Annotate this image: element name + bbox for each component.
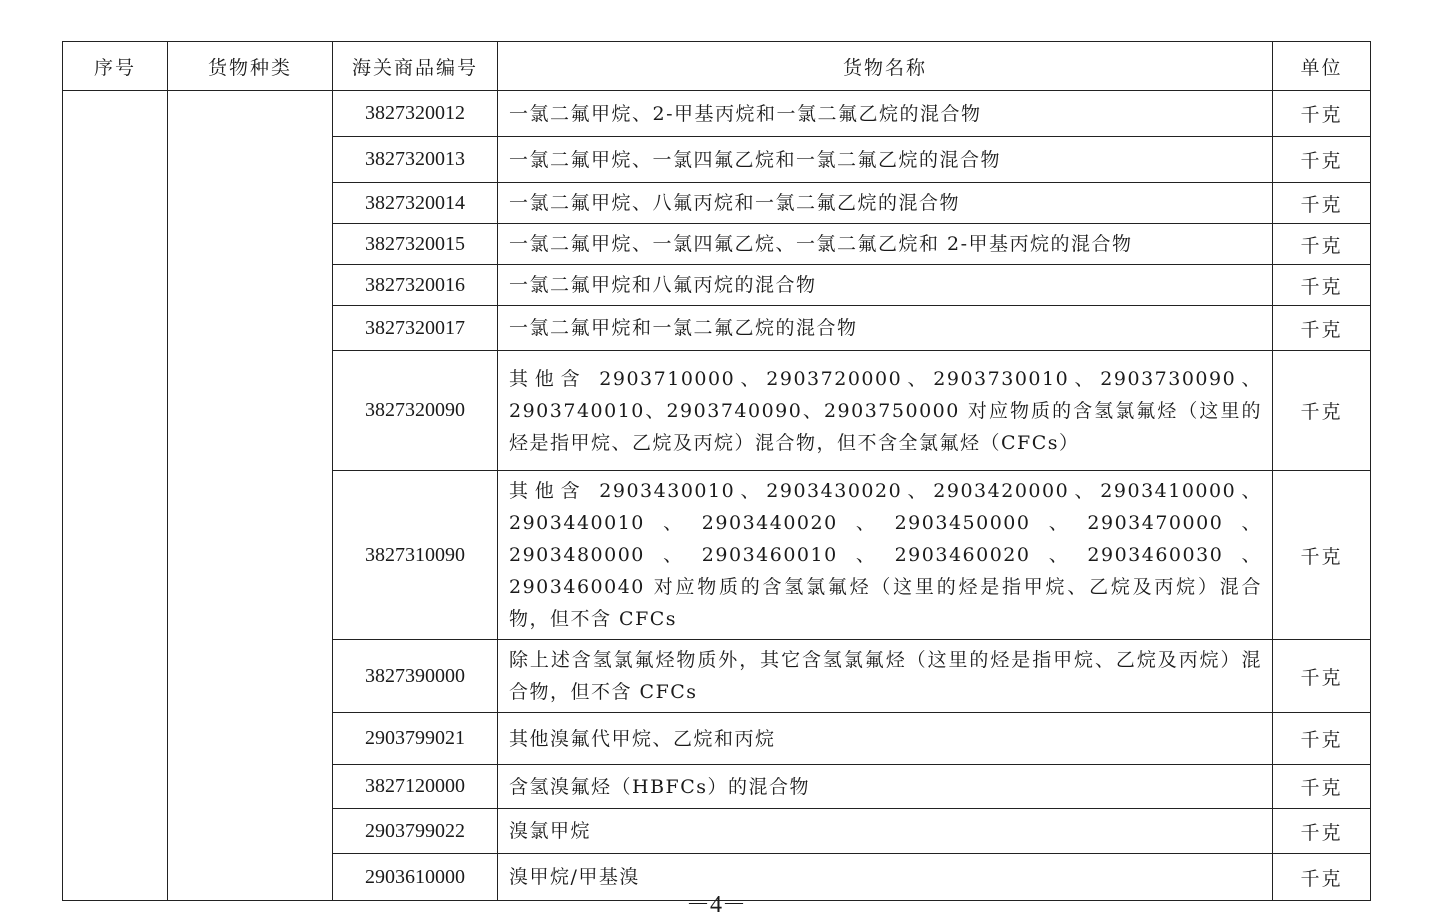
code-cell: 3827390000 — [333, 640, 498, 713]
unit-cell: 千克 — [1273, 137, 1371, 183]
name-cell: 一氯二氟甲烷和一氯二氟乙烷的混合物 — [498, 306, 1273, 351]
header-code: 海关商品编号 — [333, 42, 498, 91]
unit-cell: 千克 — [1273, 306, 1371, 351]
code-cell: 3827120000 — [333, 765, 498, 809]
code-cell: 3827320090 — [333, 351, 498, 471]
name-cell: 一氯二氟甲烷、一氯四氟乙烷和一氯二氟乙烷的混合物 — [498, 137, 1273, 183]
name-cell: 溴氯甲烷 — [498, 809, 1273, 854]
code-cell: 3827320015 — [333, 224, 498, 265]
unit-cell: 千克 — [1273, 809, 1371, 854]
name-cell: 其他含 2903430010、2903430020、2903420000、2903410000、2903440010、2903440020、2903450000、2903470000、2903480000、2903460010、2903460020、2903460030、2903460040 对应物质的含氢氯氟烃（这里的烃是指甲烷、乙烷及丙烷）混合物，但不含 CFCs — [498, 471, 1273, 640]
name-cell: 一氯二氟甲烷和八氟丙烷的混合物 — [498, 265, 1273, 306]
name-cell: 含氢溴氟烃（HBFCs）的混合物 — [498, 765, 1273, 809]
unit-cell: 千克 — [1273, 351, 1371, 471]
category-cell — [168, 91, 333, 901]
name-cell: 除上述含氢氯氟烃物质外，其它含氢氯氟烃（这里的烃是指甲烷、乙烷及丙烷）混合物，但不含 CFCs — [498, 640, 1273, 713]
table-row — [63, 91, 1371, 137]
code-cell: 3827320016 — [333, 265, 498, 306]
unit-cell: 千克 — [1273, 224, 1371, 265]
unit-cell: 千克 — [1273, 713, 1371, 765]
code-cell: 3827310090 — [333, 471, 498, 640]
seq-cell — [63, 91, 168, 901]
code-cell: 3827320012 — [333, 91, 498, 137]
goods-table — [62, 41, 1371, 901]
header-seq: 序号 — [63, 42, 168, 91]
name-cell: 其他含 2903710000、2903720000、2903730010、2903730090、2903740010、2903740090、2903750000 对应物质的含氢氯氟烃（这里的烃是指甲烷、乙烷及丙烷）混合物，但不含全氯氟烃（CFCs） — [498, 351, 1273, 471]
unit-cell: 千克 — [1273, 854, 1371, 901]
name-cell: 溴甲烷/甲基溴 — [498, 854, 1273, 901]
code-cell: 3827320014 — [333, 183, 498, 224]
name-cell: 一氯二氟甲烷、一氯四氟乙烷、一氯二氟乙烷和 2-甲基丙烷的混合物 — [498, 224, 1273, 265]
unit-cell: 千克 — [1273, 265, 1371, 306]
code-cell: 2903799021 — [333, 713, 498, 765]
table-header-row — [63, 42, 1371, 91]
name-cell: 其他溴氟代甲烷、乙烷和丙烷 — [498, 713, 1273, 765]
unit-cell: 千克 — [1273, 640, 1371, 713]
page-number: －4－ — [686, 892, 746, 918]
unit-cell: 千克 — [1273, 471, 1371, 640]
name-cell: 一氯二氟甲烷、八氟丙烷和一氯二氟乙烷的混合物 — [498, 183, 1273, 224]
code-cell: 2903799022 — [333, 809, 498, 854]
unit-cell: 千克 — [1273, 765, 1371, 809]
header-category: 货物种类 — [168, 42, 333, 91]
header-unit: 单位 — [1273, 42, 1371, 91]
code-cell: 2903610000 — [333, 854, 498, 901]
unit-cell: 千克 — [1273, 183, 1371, 224]
code-cell: 3827320013 — [333, 137, 498, 183]
name-cell: 一氯二氟甲烷、2-甲基丙烷和一氯二氟乙烷的混合物 — [498, 91, 1273, 137]
header-name: 货物名称 — [498, 42, 1273, 91]
unit-cell: 千克 — [1273, 91, 1371, 137]
code-cell: 3827320017 — [333, 306, 498, 351]
